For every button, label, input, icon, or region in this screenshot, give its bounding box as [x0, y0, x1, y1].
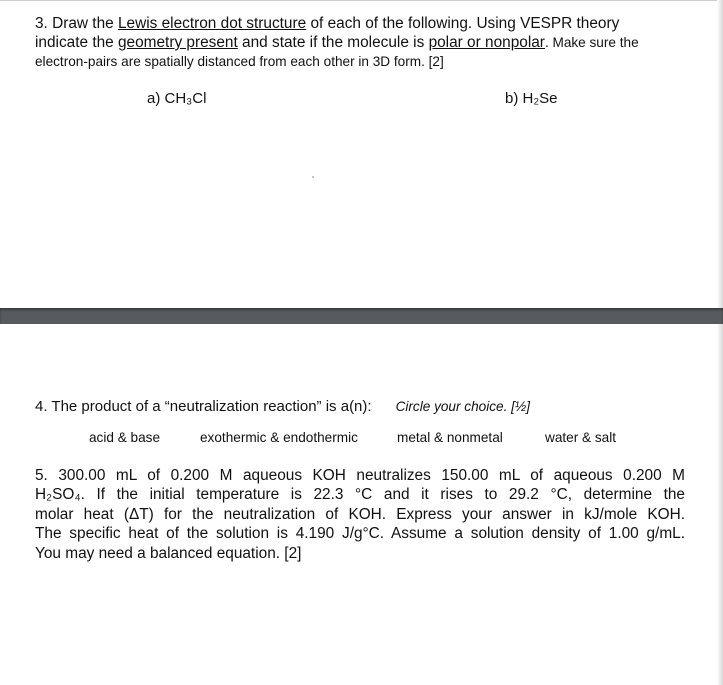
- top-border-line: [0, 0, 723, 1]
- question-4-text: 4. The product of a “neutralization reaction” is a(n):: [35, 398, 372, 415]
- option-water-salt[interactable]: water & salt: [545, 430, 617, 445]
- option-acid-base[interactable]: acid & base: [89, 430, 161, 445]
- question-4: [35, 398, 530, 415]
- page-edge-shadow: [717, 0, 723, 308]
- page-edge-shadow-lower: [717, 324, 723, 685]
- section-divider-bar: [0, 308, 723, 324]
- question-3-line-3: electron-pairs are spatially distanced from each other in 3D form. [2]: [35, 54, 444, 69]
- stray-mark: [312, 176, 314, 178]
- underlined-lewis-structure: Lewis electron dot structure: [117, 15, 307, 32]
- option-exothermic-endothermic[interactable]: exothermic & endothermic: [200, 430, 358, 445]
- question-5-line-2: H₂SO₄. If the initial temperature is 22.3 °C and it rises to 29.2 °C, determine the: [35, 486, 685, 504]
- underlined-geometry: geometry present: [118, 34, 238, 51]
- question-5-line-5: You may need a balanced equation. [2]: [35, 544, 302, 562]
- question-5-line-3: molar heat (ΔT) for the neutralization of KOH. Express your answer in kJ/mole KOH.: [35, 505, 685, 523]
- question-5: [35, 466, 685, 563]
- question-4-instruction: Circle your choice. [½]: [395, 399, 531, 414]
- question-3-line-1: 3. Draw the Lewis electron dot structure of each of the following. Using VESPR theory: [35, 15, 620, 32]
- underlined-polarity: polar or nonpolar: [428, 34, 545, 51]
- question-5-line-1: 5. 300.00 mL of 0.200 M aqueous KOH neutralizes 150.00 mL of aqueous 0.200 M: [35, 467, 685, 484]
- part-a-ch3cl: a) CH₃Cl: [147, 90, 207, 107]
- question-3: [35, 14, 685, 71]
- option-metal-nonmetal[interactable]: metal & nonmetal: [397, 430, 503, 445]
- question-3-line-2: indicate the geometry present and state if the molecule is polar or nonpolar. Make sure the: [35, 34, 639, 51]
- part-b-h2se: b) H₂Se: [505, 90, 558, 107]
- question-5-line-4: The specific heat of the solution is 4.190 J/g°C. Assume a solution density of 1.00 g/mL.: [35, 525, 685, 543]
